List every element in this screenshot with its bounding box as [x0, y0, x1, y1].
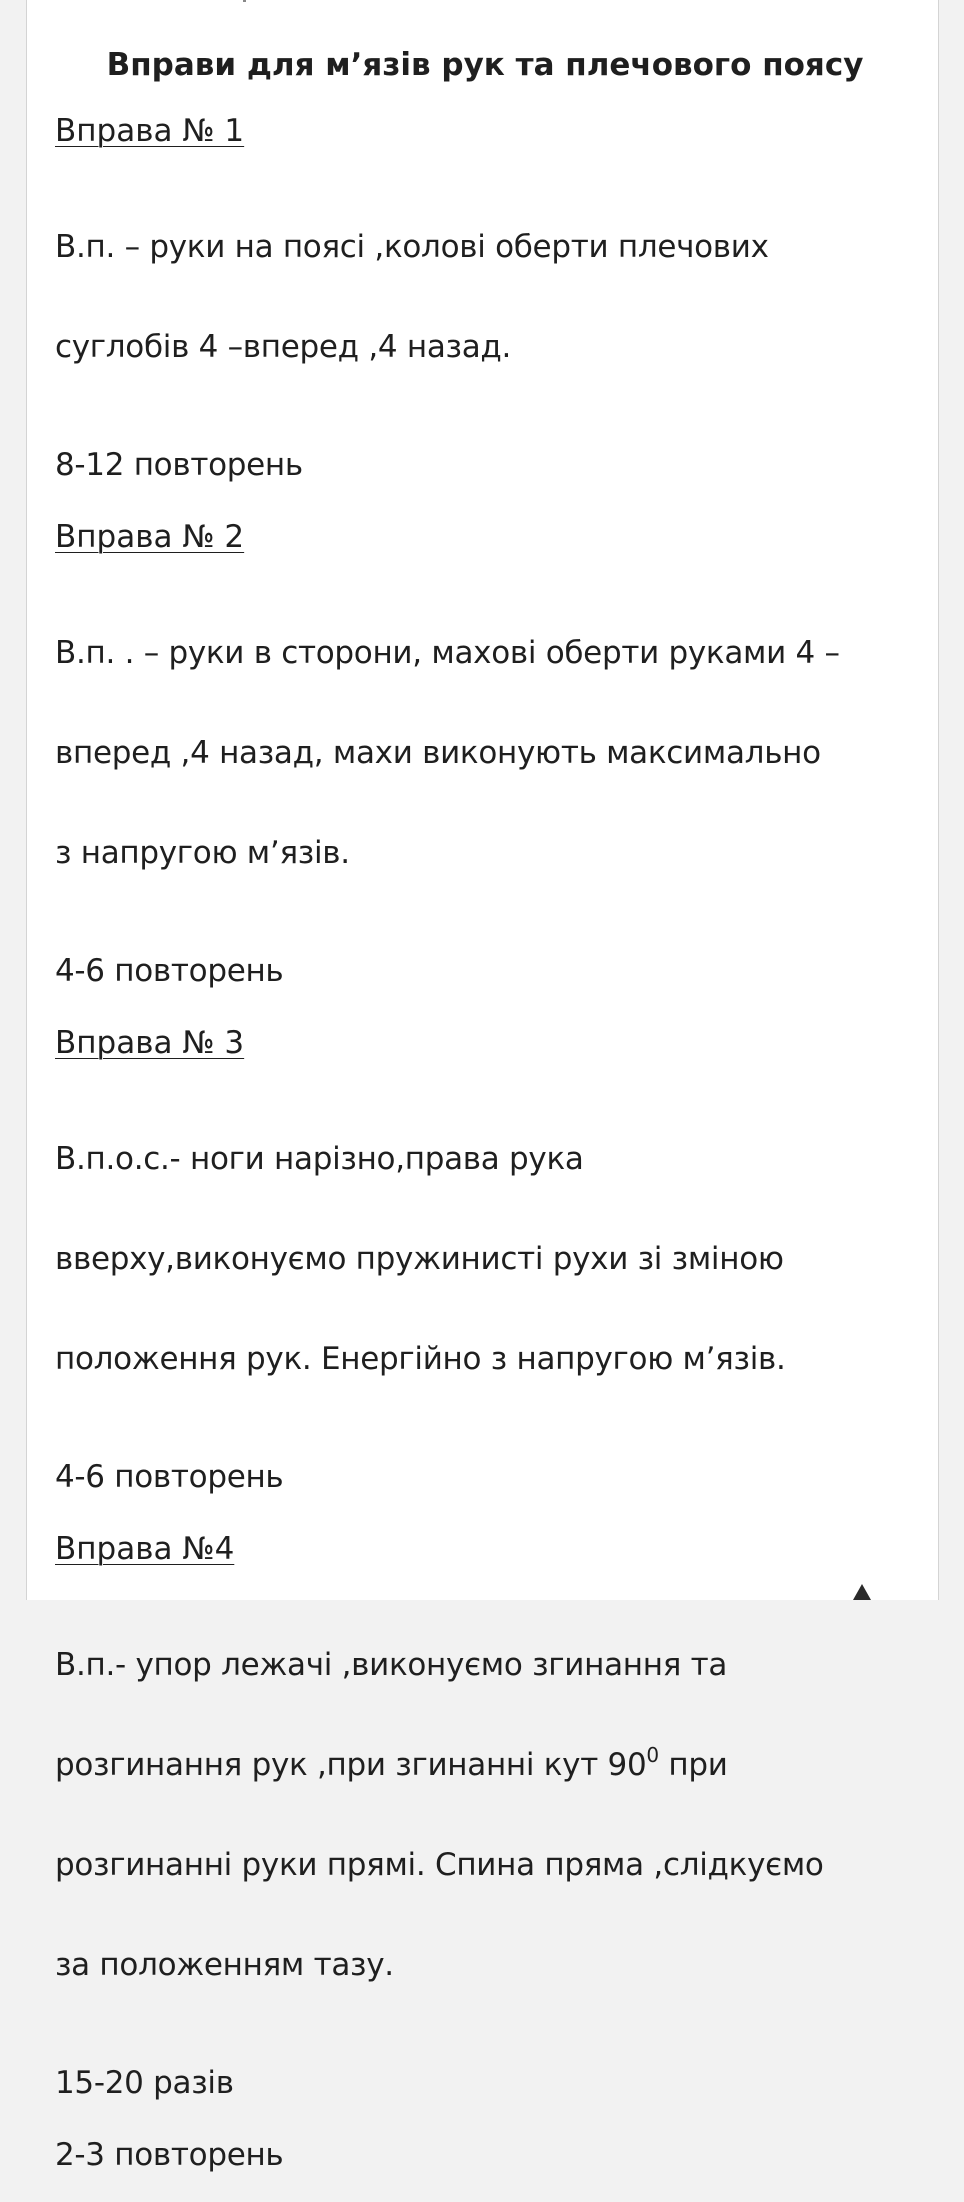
document-content [55, 40, 915, 2202]
description-line: В.п.- упор лежачі ,виконуємо згинання та [55, 1647, 728, 1683]
exercise-sets-4: 2-3 повторень [55, 2137, 284, 2173]
exercise-description-4 [55, 1590, 915, 2040]
description-line-suffix: при [658, 1747, 728, 1783]
exercise-repetitions-4: 15-20 разів [55, 2065, 234, 2101]
description-line [55, 1740, 915, 1790]
exercise-heading-1: Вправа № 1 [55, 113, 245, 149]
description-line: розгинанні руки прямі. Спина пряма ,слідкуємо [55, 1847, 824, 1883]
description-line: суглобів 4 –вперед ,4 назад. [55, 329, 512, 365]
exercise-repetitions-1: 8-12 повторень [55, 447, 303, 483]
top-edge-mark [243, 0, 246, 2]
description-line: В.п.о.с.- ноги нарізно,права рука [55, 1141, 584, 1177]
description-line: положення рук. Енергійно з напругою м’язів. [55, 1341, 786, 1377]
description-line: вперед ,4 назад, махи виконують максимально [55, 735, 821, 771]
exercise-description-1 [55, 172, 915, 422]
exercise-heading-4: Вправа №4 [55, 1531, 235, 1567]
exercise-description-2 [55, 578, 915, 928]
degree-superscript: 0 [646, 1743, 659, 1767]
description-line: В.п. – руки на поясі ,колові оберти плечових [55, 229, 769, 265]
exercise-heading-3: Вправа № 3 [55, 1025, 245, 1061]
exercise-repetitions-2: 4-6 повторень [55, 953, 284, 989]
scroll-handle-icon[interactable] [853, 1584, 871, 1600]
description-line: за положенням тазу. [55, 1947, 394, 1983]
description-line: В.п. . – руки в сторони, махові оберти руками 4 – [55, 635, 840, 671]
document-page [26, 0, 939, 2173]
description-line: вверху,виконуємо пружинисті рухи зі зміною [55, 1241, 784, 1277]
exercise-description-3 [55, 1084, 915, 1434]
exercise-repetitions-3: 4-6 повторень [55, 1459, 284, 1495]
description-line-text: розгинання рук ,при згинанні кут 90 [55, 1747, 647, 1783]
document-title: Вправи для м’язів рук та плечового поясу [106, 47, 864, 83]
exercise-heading-2: Вправа № 2 [55, 519, 245, 555]
description-line: з напругою м’язів. [55, 835, 350, 871]
